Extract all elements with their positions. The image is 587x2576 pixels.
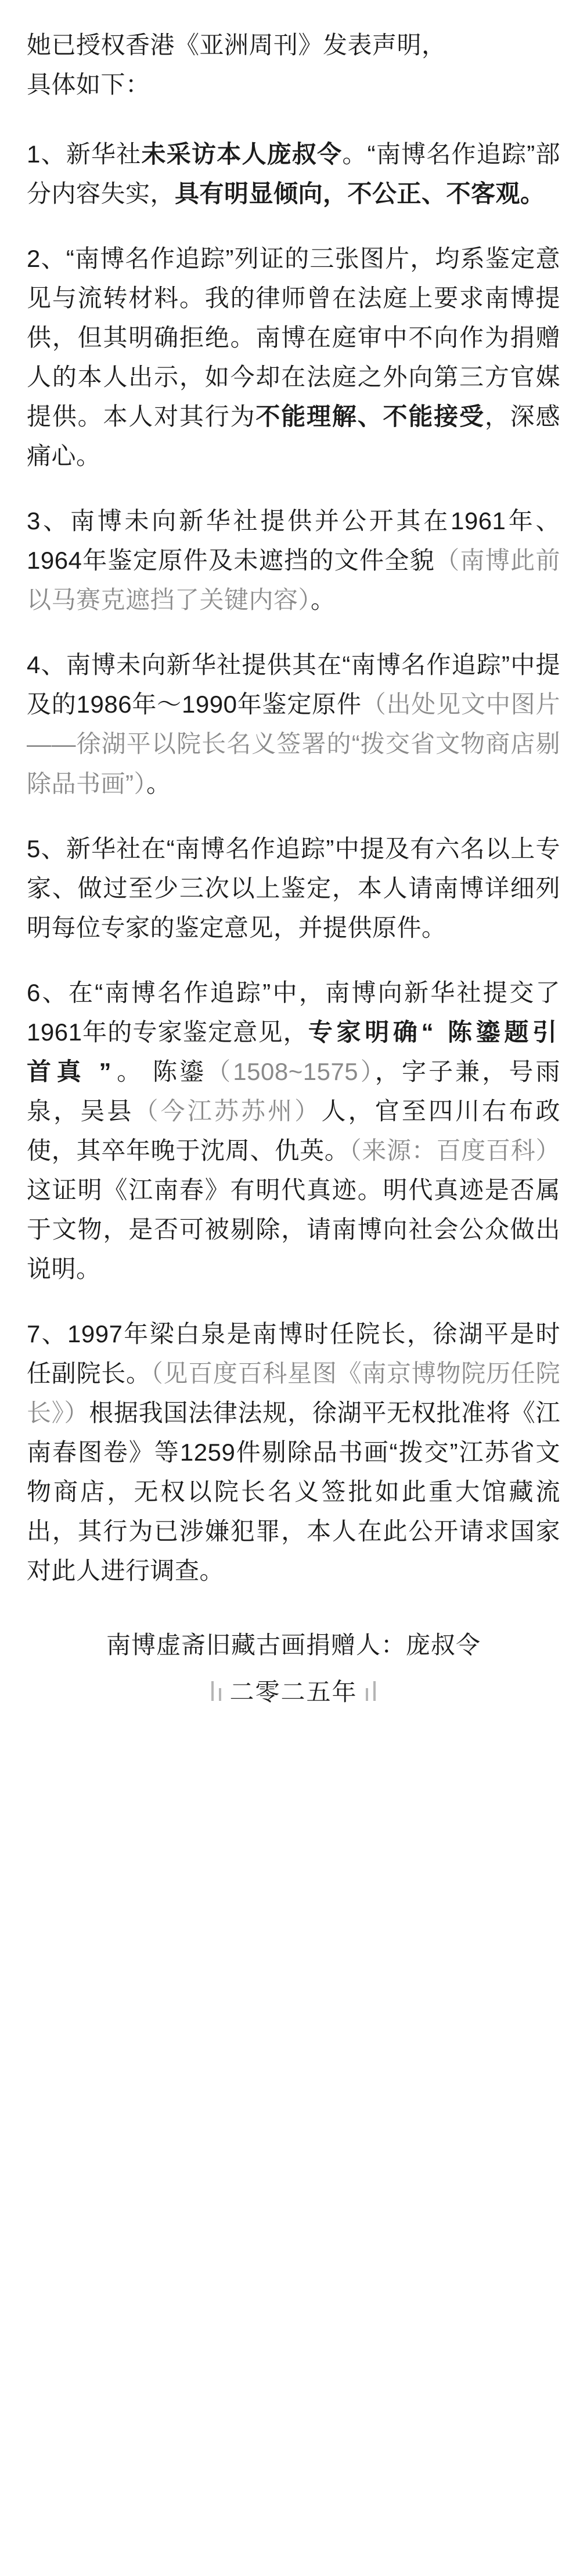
statement-item-number: 7、 (27, 1320, 68, 1347)
statement-item-text: 。 (311, 586, 336, 614)
statement-item-text: （今江苏苏州） (134, 1097, 322, 1125)
statement-item-text: 。“南博名作追踪”部分内容失实， (27, 140, 560, 208)
statement-item-text: （见百度百科星图《南京博物院历任院长》） (27, 1359, 560, 1426)
statement-item-text: （1508~1575） (206, 1057, 375, 1085)
statement-item-text: 人，官至四川右布政使，其卒年晚于沈周、仇英。 (27, 1097, 560, 1164)
decorative-bars-right (366, 1681, 376, 1701)
statement-item-text: 南博未向新华社提供其在“南博名作追踪”中提及的1986年～1990年鉴定原件 (27, 651, 560, 718)
statement-item-text: ，深感痛心。 (27, 403, 560, 470)
signature-block (27, 1625, 560, 1711)
statement-item-text: （南博此前以马赛克遮挡了关键内容） (27, 547, 560, 614)
statement-item (27, 501, 560, 620)
statement-item-number: 6、 (27, 978, 69, 1006)
statement-item-text: ，字子兼，号雨泉，吴县 (27, 1057, 560, 1125)
statement-item-number: 4、 (27, 651, 66, 679)
statement-item (27, 645, 560, 803)
statement-item-text: 未采访本人庞叔令 (141, 140, 343, 168)
statement-item-text: 不能理解、不能接受 (255, 403, 485, 431)
statement-items (27, 135, 560, 1591)
statement-item-text: 专家明确“ 陈鎏题引首真 ” (27, 1018, 561, 1085)
statement-item-text: “南博名作追踪”列证的三张图片，均系鉴定意见与流转材料。我的律师曾在法庭上要求南博提供，但其明确拒绝。南博在庭审中不向作为捐赠人的本人出示，如今却在法庭之外向第三方官媒提供。本人对其行为 (27, 245, 560, 431)
statement-item-text: 南博未向新华社提供并公开其在1961年、1964年鉴定原件及未遮挡的文件全貌 (27, 507, 560, 575)
decorative-bars-left (211, 1681, 221, 1701)
statement-item (27, 829, 560, 948)
lead-line-2: 具体如下： (27, 71, 150, 99)
statement-item-text: （出处见文中图片——徐湖平以院长名义签署的“拨交省文物商店剔除品书画”） (27, 691, 560, 797)
statement-item (27, 1314, 560, 1591)
statement-item-number: 1、 (27, 140, 66, 168)
statement-item-text: 新华社在“南博名作追踪”中提及有六名以上专家、做过至少三次以上鉴定，本人请南博详细列明每位专家的鉴定意见，并提供原件。 (27, 834, 560, 941)
statement-item-text: 新华社 (66, 140, 142, 168)
statement-item-number: 2、 (27, 245, 66, 273)
statement-item-text: 。 陈鎏 (114, 1057, 207, 1085)
statement-item-number: 5、 (27, 834, 66, 862)
statement-item (27, 239, 560, 476)
signature-date (27, 1672, 560, 1711)
statement-item-text: 根据我国法律法规，徐湖平无权批准将《江南春图卷》等1259件剔除品书画“拨交”江苏省文物商店，无权以院长名义签批如此重大馆藏流出，其行为已涉嫌犯罪，本人在此公开请求国家对此人进行调查。 (27, 1399, 560, 1585)
statement-item-text: 。 (146, 769, 171, 797)
donor-signature: 南博虚斋旧藏古画捐赠人：庞叔令 (106, 1631, 481, 1659)
statement-item-text: 这证明《江南春》有明代真迹。明代真迹是否属于文物，是否可被剔除，请南博向社会公众做出说明。 (27, 1176, 560, 1282)
lead-line-1: 她已授权香港《亚洲周刊》发表声明， (27, 31, 446, 59)
statement-item-text: 具有明显倾向，不公正、不客观。 (175, 180, 545, 208)
statement-item (27, 973, 560, 1289)
signature-date-text: 二零二五年 (229, 1678, 358, 1706)
statement-item-text: 在“南博名作追踪”中，南博向新华社提交了1961年的专家鉴定意见， (27, 978, 560, 1046)
statement-item-text: 1997年梁白泉是南博时任院长，徐湖平是时任副院长。 (27, 1320, 561, 1387)
lead-paragraph (27, 26, 560, 104)
statement-item-text: （来源：百度百科） (349, 1136, 560, 1164)
statement-item-number: 3、 (27, 507, 70, 535)
statement-item (27, 135, 560, 214)
